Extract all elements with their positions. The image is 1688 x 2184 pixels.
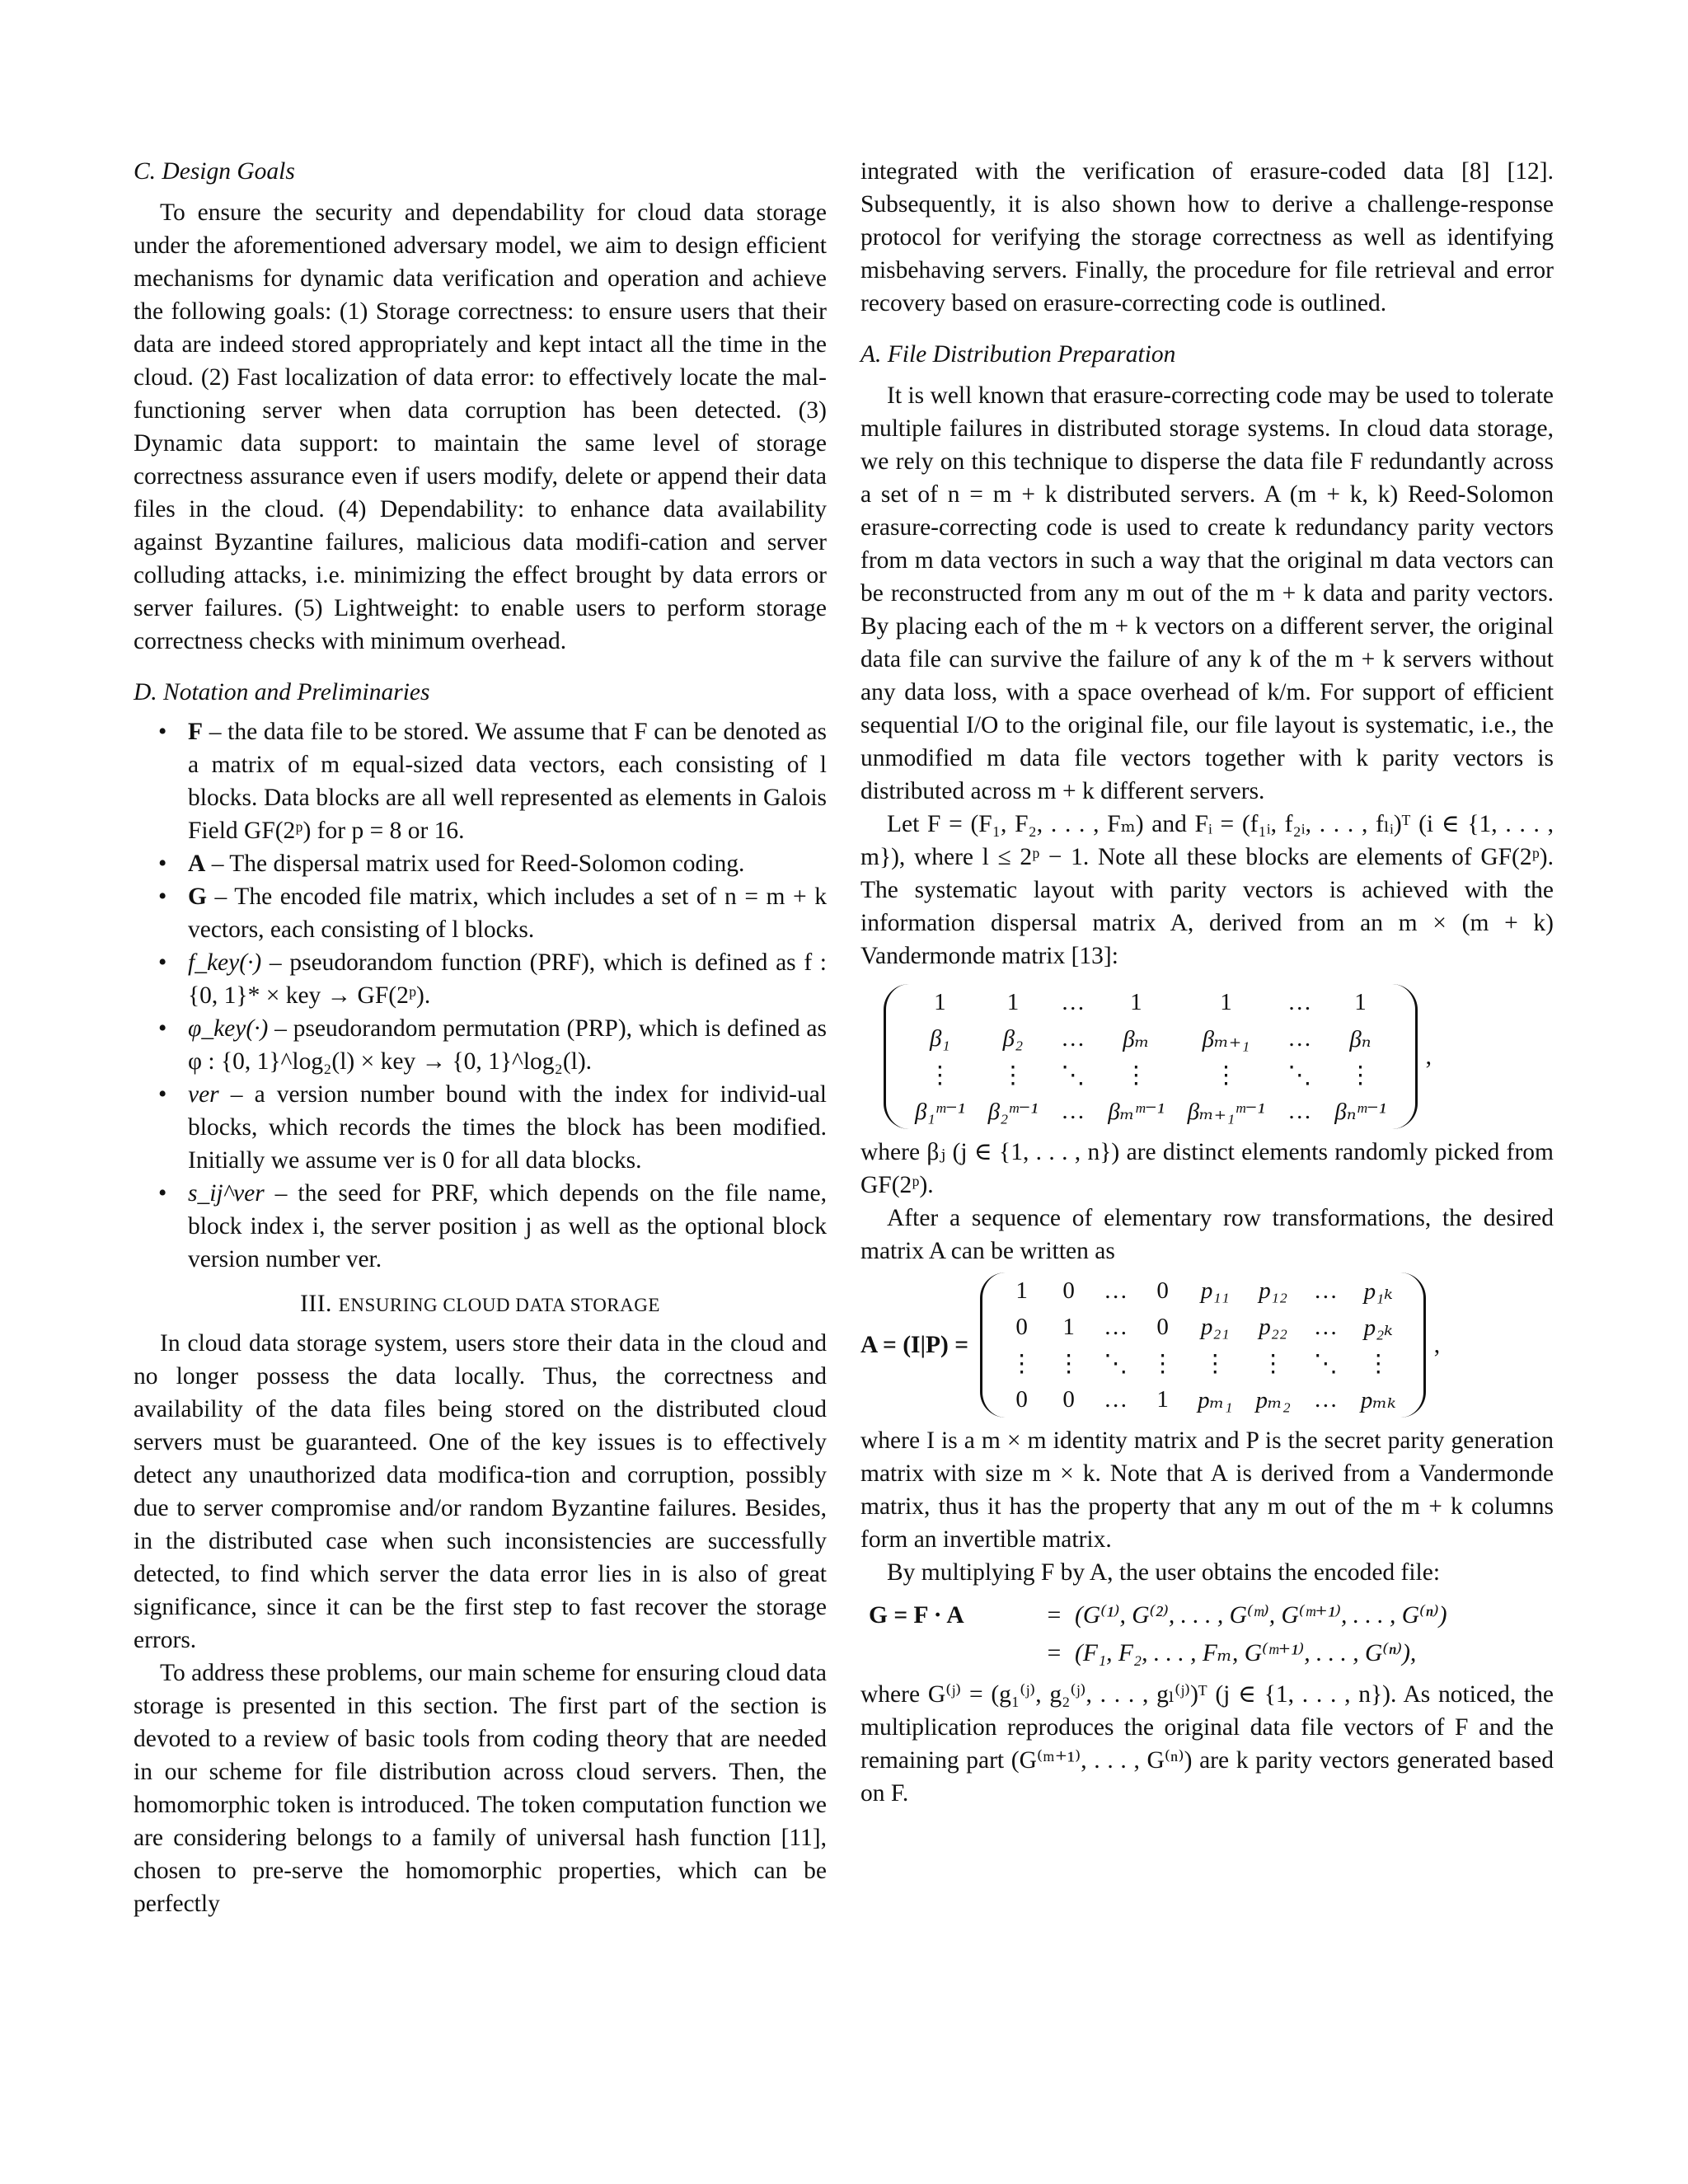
vandermonde-row [903, 1093, 1398, 1129]
dispersal-cell: ⋮ [1203, 1350, 1227, 1377]
notation-list [134, 715, 827, 1276]
vandermonde-cell: ⋱ [1061, 1062, 1085, 1089]
bullet-icon: • [158, 851, 167, 877]
dispersal-cell: ⋮ [1010, 1350, 1034, 1377]
where-g-paragraph: where G⁽ʲ⁾ = (g₁⁽ʲ⁾, g₂⁽ʲ⁾, . . . , gₗ⁽ʲ⁾)ᵀ (j ∈ {1, . . . , n}). As noticed, the multiplication reproduces the original data file vectors of F and the remaining part (G⁽ᵐ⁺¹⁾, . . . , G⁽ⁿ⁾) are k parity vectors generated based on F. [860, 1681, 1554, 1807]
dispersal-cell: ⋮ [1261, 1350, 1286, 1377]
vandermonde-cell: βₙᵐ⁻¹ [1334, 1098, 1386, 1125]
dispersal-cell: ⋮ [1151, 1350, 1175, 1377]
vandermonde-cell: ⋮ [927, 1062, 952, 1089]
encoding-equation [869, 1599, 1554, 1670]
left-column [134, 155, 827, 1920]
section-3-heading [134, 1287, 827, 1322]
dispersal-cell: 0 [1015, 1313, 1028, 1340]
notation-term: s_ij^ver [188, 1180, 265, 1207]
notation-term: F [188, 719, 204, 745]
file-distribution-paragraph-1: It is well known that erasure-correcting code may be used to tolerate multiple failures in distributed storage systems. In cloud data storage, we rely on this technique to disperse the data file F redundantly across a set of n = m + k distributed servers. A (m + k, k) Reed-Solomon erasure-correcting code is used to create k redundancy parity vectors from m data vectors in such a way that the original m data vectors can be reconstructed from any m out of the m + k data and parity vectors. By placing each of the m + k vectors on a different server, the original data file can survive the failure of any k of the m + k servers without any data loss, with a space overhead of k/m. For support of efficient sequential I/O to the original file, our file layout is systematic, i.e., the unmodified m data file vectors together with k parity vectors is distributed across m + k different servers. [860, 382, 1554, 804]
bullet-icon: • [158, 883, 167, 910]
vandermonde-cell: β₂ᵐ⁻¹ [987, 1098, 1039, 1125]
dispersal-matrix-lhs: A = (I|P) = [860, 1332, 969, 1358]
dispersal-cell: 0 [1062, 1385, 1075, 1413]
dispersal-cell: p₁₁ [1200, 1277, 1230, 1304]
vandermonde-cell: … [1287, 988, 1312, 1015]
file-distribution-paragraph-2: Let F = (F₁, F₂, . . . , Fₘ) and Fᵢ = (f₁ᵢ, f₂ᵢ, . . . , fₗᵢ)ᵀ (i ∈ {1, . . . , m}), where l ≤ 2ᵖ − 1. Note all these blocks are elements of GF(2ᵖ). The systematic layout with parity vectors is achieved with the information dispersal matrix A, derived from an m × (m + k) Vandermonde matrix [13]: [860, 811, 1554, 969]
notation-term: ver [188, 1081, 219, 1108]
list-item [134, 1012, 827, 1078]
dispersal-cell: 0 [1062, 1277, 1075, 1304]
section-d-heading: D. Notation and Preliminaries [134, 679, 430, 705]
dispersal-cell: … [1313, 1385, 1338, 1413]
dispersal-cell: … [1313, 1313, 1338, 1340]
notation-term: G [188, 883, 207, 910]
vandermonde-matrix [884, 984, 1418, 1129]
dispersal-cell: … [1313, 1277, 1338, 1304]
vandermonde-row [903, 984, 1398, 1020]
notation-term: f_key(·) [188, 949, 262, 976]
dispersal-cell: p₂₂ [1259, 1313, 1287, 1340]
notation-definition: – The dispersal matrix used for Reed-Solomon coding. [205, 851, 745, 877]
vandermonde-cell: βₘᵐ⁻¹ [1108, 1098, 1165, 1125]
dispersal-row [998, 1345, 1408, 1381]
dispersal-cell: 1 [1015, 1277, 1028, 1304]
dispersal-cell: 1 [1156, 1385, 1169, 1413]
dispersal-cell: p₂₁ [1200, 1313, 1230, 1340]
section-3-title: ENSURING CLOUD DATA STORAGE [338, 1295, 660, 1315]
vandermonde-cell: ⋮ [1001, 1062, 1025, 1089]
vandermonde-cell: βₘ₊₁ᵐ⁻¹ [1187, 1098, 1265, 1125]
dispersal-cell: ⋱ [1313, 1350, 1338, 1377]
section-c-heading: C. Design Goals [134, 158, 295, 185]
dispersal-cell: 0 [1156, 1313, 1169, 1340]
dispersal-cell: … [1104, 1385, 1128, 1413]
encoding-lhs: G = F · A [869, 1602, 964, 1629]
after-transform-paragraph: After a sequence of elementary row transformations, the desired matrix A can be written as [860, 1205, 1554, 1264]
notation-definition: – the seed for PRF, which depends on the file name, block index i, the server position j as well as the optional block version number ver. [188, 1180, 827, 1272]
dispersal-cell: p₁ₖ [1363, 1277, 1393, 1305]
vandermonde-cell: β₁ [930, 1024, 950, 1052]
vandermonde-cell: ⋮ [1348, 1062, 1372, 1089]
notation-term: A [188, 851, 206, 877]
design-goals-paragraph: To ensure the security and dependability for cloud data storage under the aforementioned adversary model, we aim to design efficient mechanisms for dynamic data verification and operation and achieve the following goals: (1) Storage correctness: to ensure users that their data are indeed stored appropriately and kept intact all the time in the cloud. (2) Fast localization of data error: to effectively locate the mal-functioning server when data corruption has been detected. (3) Dynamic data support: to maintain the same level of storage correctness assurance even if users modify, delete or append their data files in the cloud. (4) Dependability: to enhance data availability against Byzantine failures, malicious data modifi-cation and server colluding attacks, i.e. minimizing the effect brought by data errors or server failures. (5) Lightweight: to enable users to perform storage correctness checks with minimum overhead. [134, 199, 827, 654]
bullet-icon: • [158, 719, 167, 745]
notation-definition: – pseudorandom permutation (PRP), which is defined as φ : {0, 1}^log₂(l) × key → {0, 1}^log₂(l). [188, 1015, 827, 1075]
dispersal-cell: … [1104, 1313, 1128, 1340]
right-column [860, 155, 1554, 1810]
dispersal-cell: ⋮ [1366, 1350, 1390, 1377]
where-identity-paragraph: where I is a m × m identity matrix and P is the secret parity generation matrix with size m × k. Note that A is derived from a Vandermonde matrix, thus it has the property that any m out of the m + k columns form an invertible matrix. [860, 1427, 1554, 1553]
vandermonde-cell: ⋮ [1213, 1062, 1238, 1089]
dispersal-cell: 0 [1156, 1277, 1169, 1304]
list-item [134, 1177, 827, 1276]
dispersal-cell: ⋱ [1104, 1350, 1128, 1377]
vandermonde-cell: β₁ᵐ⁻¹ [915, 1098, 965, 1125]
right-paren-icon [1400, 1272, 1426, 1418]
equals-sign: = [1047, 1602, 1062, 1629]
vandermonde-cell: 1 [1220, 988, 1232, 1015]
bullet-icon: • [158, 949, 167, 976]
list-item [134, 880, 827, 946]
dispersal-matrix [980, 1272, 1426, 1418]
bullet-icon: • [158, 1015, 167, 1042]
vandermonde-cell: βₘ₊₁ [1202, 1025, 1250, 1052]
dispersal-table [998, 1272, 1408, 1418]
encoding-line-2: (F₁, F₂, . . . , Fₘ, G⁽ᵐ⁺¹⁾, . . . , G⁽ⁿ⁾), [1075, 1640, 1417, 1666]
dispersal-row [998, 1272, 1408, 1309]
dispersal-cell: pₘ₂ [1255, 1386, 1291, 1413]
continued-paragraph: integrated with the verification of erasure-coded data [8] [12]. Subsequently, it is also shown how to derive a challenge-response protocol for verifying the storage correctness as well as identifying misbehaving servers. Finally, the procedure for file retrieval and error recovery based on erasure-correcting code is outlined. [860, 158, 1554, 316]
vandermonde-cell: βₘ [1123, 1025, 1150, 1052]
vandermonde-cell: ⋮ [1123, 1062, 1148, 1089]
dispersal-cell: 1 [1062, 1313, 1075, 1340]
vandermonde-cell: 1 [1130, 988, 1142, 1015]
equation-comma: , [1425, 1043, 1432, 1070]
section-3-paragraph-2: To address these problems, our main scheme for ensuring cloud data storage is presented in this section. The first part of the section is devoted to a review of basic tools from coding theory that are needed in our scheme for file distribution across cloud servers. Then, the homomorphic token is introduced. The token computation function we are considering belongs to a family of universal hash function [11], chosen to pre-serve the homomorphic properties, which can be perfectly [134, 1660, 827, 1917]
dispersal-cell: 0 [1015, 1385, 1028, 1413]
vandermonde-cell: β₂ [1002, 1024, 1024, 1052]
section-3-paragraph-1: In cloud data storage system, users store their data in the cloud and no longer possess the data locally. Thus, the correctness and availability of the data files being stored on the distributed cloud servers must be guaranteed. One of the key issues is to effectively detect any unauthorized data modifica-tion and corruption, possibly due to server compromise and/or random Byzantine failures. Besides, in the distributed case when such inconsistencies are successfully detected, to find which server the data error lies in is also of great significance, since it can be the first step to fast recover the storage errors. [134, 1330, 827, 1653]
vandermonde-cell: ⋱ [1287, 1062, 1312, 1089]
vandermonde-cell: … [1061, 1097, 1085, 1124]
left-paren-icon [884, 984, 909, 1129]
dispersal-cell: ⋮ [1057, 1350, 1081, 1377]
section-3-number: III. [300, 1291, 339, 1317]
vandermonde-row [903, 1020, 1398, 1057]
vandermonde-cell: 1 [934, 988, 946, 1015]
notation-definition: – the data file to be stored. We assume that F can be denoted as a matrix of m equal-sized data vectors, each consisting of l blocks. Data blocks are all well represented as elements in Galois Field GF(2ᵖ) for p = 8 or 16. [188, 719, 827, 844]
vandermonde-equation [884, 984, 1554, 1129]
vandermonde-cell: … [1287, 1097, 1312, 1124]
vandermonde-row [903, 1057, 1398, 1093]
list-item [134, 847, 827, 880]
list-item [134, 1078, 827, 1177]
where-beta-paragraph: where βⱼ (j ∈ {1, . . . , n}) are distinct elements randomly picked from GF(2ᵖ). [860, 1139, 1554, 1198]
right-paren-icon [1392, 984, 1418, 1129]
section-a-heading: A. File Distribution Preparation [860, 341, 1176, 368]
dispersal-row [998, 1381, 1408, 1418]
bullet-icon: • [158, 1081, 167, 1108]
notation-definition: – The encoded file matrix, which includes a set of n = m + k vectors, each consisting of l blocks. [188, 883, 827, 943]
vandermonde-cell: 1 [1006, 988, 1020, 1015]
notation-definition: – a version number bound with the index for individ-ual blocks, which records the times the block has been modified. Initially we assume ver is 0 for all data blocks. [188, 1081, 827, 1174]
equation-comma: , [1433, 1332, 1441, 1358]
vandermonde-cell: 1 [1354, 988, 1367, 1015]
dispersal-row [998, 1309, 1408, 1345]
equals-sign: = [1047, 1640, 1062, 1666]
vandermonde-cell: … [1061, 988, 1085, 1015]
dispersal-cell: p₁₂ [1259, 1277, 1287, 1304]
dispersal-matrix-equation [860, 1272, 1554, 1418]
vandermonde-table [903, 984, 1398, 1129]
list-item [134, 715, 827, 847]
multiply-paragraph: By multiplying F by A, the user obtains the encoded file: [887, 1559, 1441, 1586]
dispersal-cell: … [1104, 1277, 1128, 1304]
notation-term: φ_key(·) [188, 1015, 269, 1042]
encoding-lhs-blank [869, 1637, 1034, 1670]
dispersal-cell: pₘₖ [1360, 1386, 1396, 1413]
encoding-line-1: (G⁽¹⁾, G⁽²⁾, . . . , G⁽ᵐ⁾, G⁽ᵐ⁺¹⁾, . . . , G⁽ⁿ⁾) [1075, 1602, 1447, 1629]
vandermonde-cell: … [1061, 1024, 1085, 1052]
bullet-icon: • [158, 1180, 167, 1207]
dispersal-cell: p₂ₖ [1363, 1314, 1393, 1341]
left-paren-icon [980, 1272, 1006, 1418]
list-item [134, 946, 827, 1012]
vandermonde-cell: … [1287, 1024, 1312, 1052]
notation-definition: – pseudorandom function (PRF), which is defined as f : {0, 1}* × key → GF(2ᵖ). [188, 949, 827, 1009]
vandermonde-cell: βₙ [1349, 1025, 1372, 1052]
dispersal-cell: pₘ₁ [1198, 1386, 1233, 1413]
